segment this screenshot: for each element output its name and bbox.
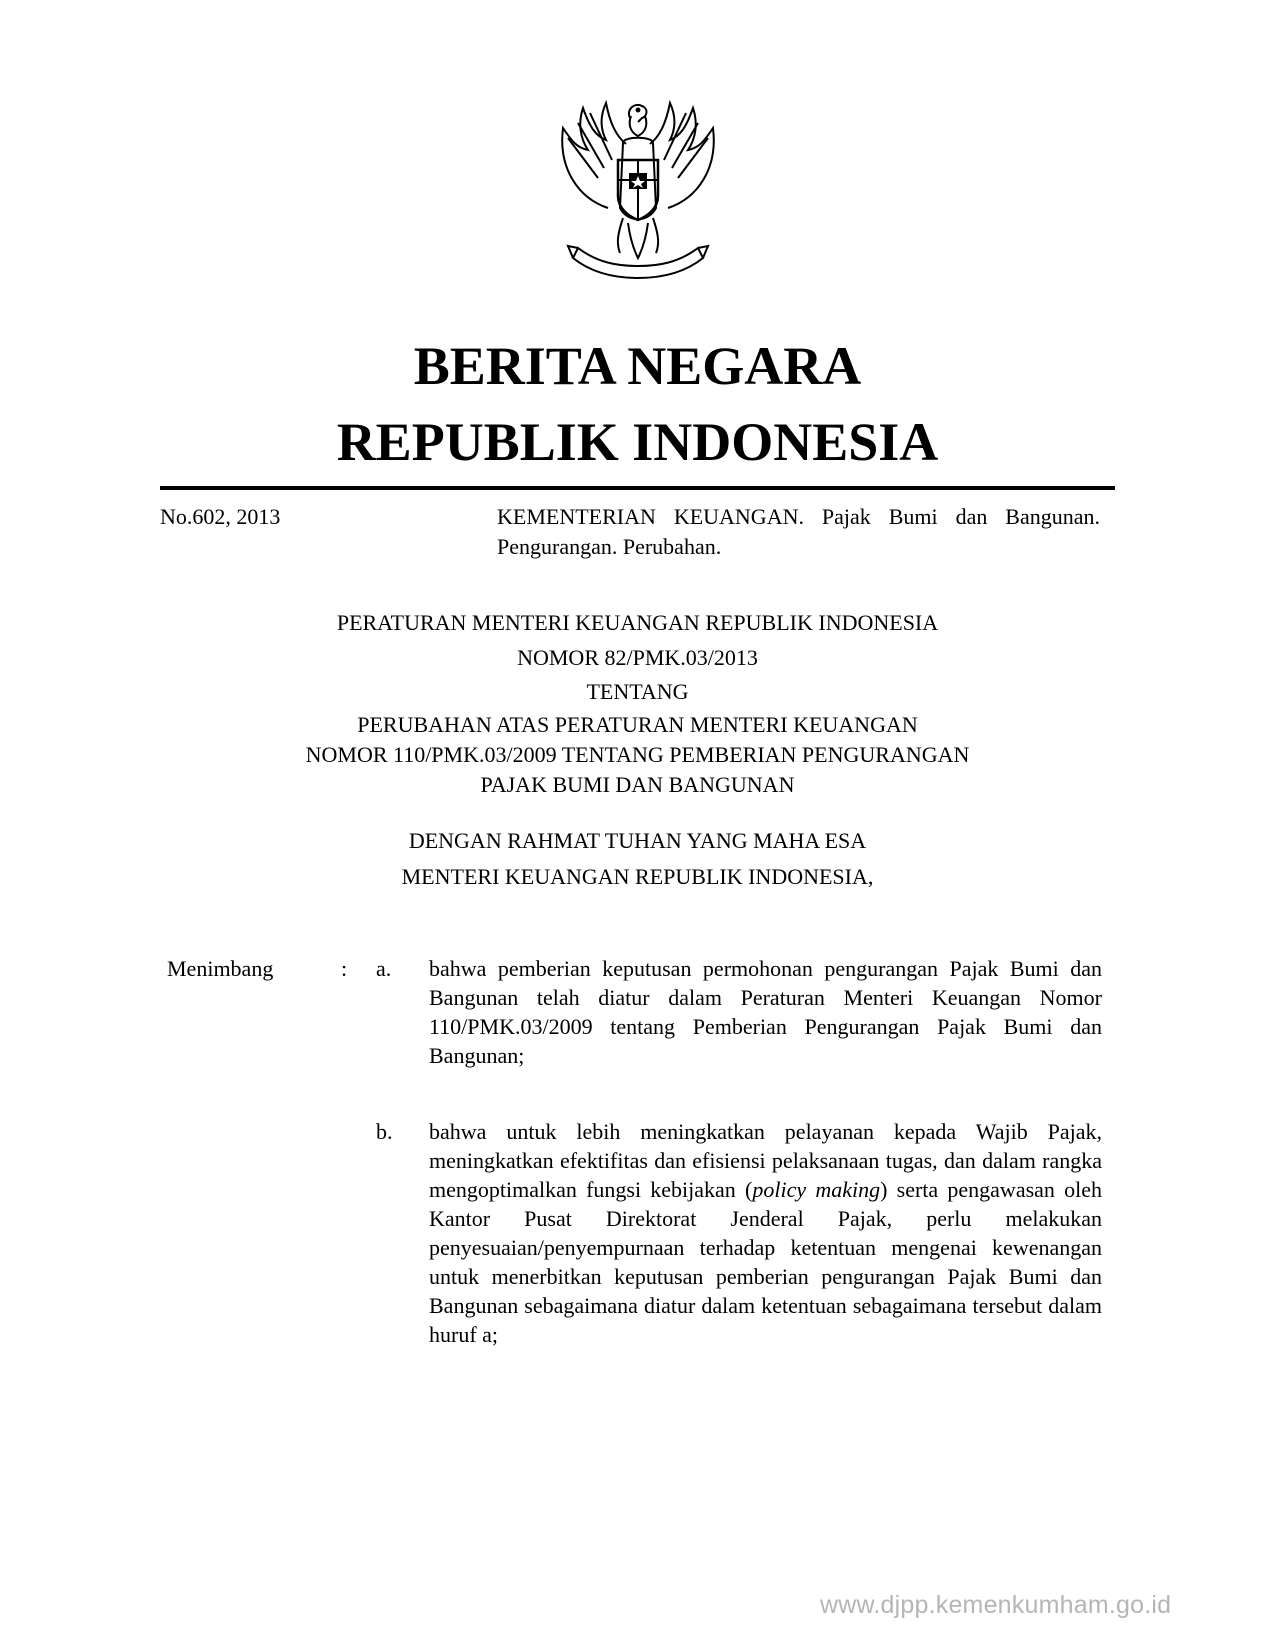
- considering-item-italic-term: policy making: [752, 1177, 881, 1202]
- regulation-about: TENTANG: [586, 679, 689, 704]
- invocation: DENGAN RAHMAT TUHAN YANG MAHA ESA: [408, 828, 867, 853]
- regulation-title: PERATURAN MENTERI KEUANGAN REPUBLIK INDONESIA: [336, 610, 939, 635]
- considering-item-text: bahwa pemberian keputusan permohonan pengurangan Pajak Bumi dan Bangunan telah diatur dalam Peraturan Menteri Keuangan Nomor 110/PMK.03/2009 tentang Pemberian Pengurangan Pajak Bumi dan Bangunan;: [429, 956, 1102, 1068]
- watermark-url: www.djpp.kemenkumham.go.id: [820, 1591, 1172, 1619]
- issuer: MENTERI KEUANGAN REPUBLIK INDONESIA,: [401, 864, 874, 889]
- gazette-subject: KEMENTERIAN KEUANGAN. Pajak Bumi dan Bangunan. Pengurangan. Perubahan.: [497, 504, 1100, 559]
- considering-item-text-part: bahwa untuk lebih meningkatkan pelayanan kepada Wajib Pajak, meningkatkan efektifitas dan efisiensi pelaksanaan tugas, dan dalam rangka mengoptimalkan fungsi kebijakan (: [429, 1119, 1102, 1202]
- regulation-subject-line3: PAJAK BUMI DAN BANGUNAN: [480, 772, 795, 797]
- title-divider: [160, 486, 1115, 490]
- considering-item-text-part: ) serta pengawasan oleh Kantor Pusat Direktorat Jenderal Pajak, perlu melakukan penyesuaian/penyempurnaan terhadap ketentuan mengenai kewenangan untuk menerbitkan keputusan pemberian pengurangan Pajak Bumi dan Bangunan sebagaimana diatur dalam ketentuan sebagaimana tersebut dalam huruf a;: [429, 1177, 1102, 1347]
- considering-item-letter: a.: [376, 956, 392, 981]
- regulation-number: NOMOR 82/PMK.03/2013: [517, 645, 758, 670]
- gazette-number: No.602, 2013: [160, 504, 281, 529]
- garuda-pancasila-emblem-icon: [538, 88, 738, 288]
- considering-item-text: [429, 1117, 1102, 1349]
- regulation-subject-line2: NOMOR 110/PMK.03/2009 TENTANG PEMBERIAN PENGURANGAN: [305, 742, 970, 767]
- considering-item-letter: b.: [376, 1119, 393, 1144]
- considering-label: Menimbang: [167, 956, 274, 981]
- page-title-line2: REPUBLIK INDONESIA: [336, 412, 939, 472]
- page-title-line1: BERITA NEGARA: [413, 336, 862, 396]
- regulation-subject-line1: PERUBAHAN ATAS PERATURAN MENTERI KEUANGAN: [357, 712, 918, 737]
- considering-colon: :: [341, 956, 348, 981]
